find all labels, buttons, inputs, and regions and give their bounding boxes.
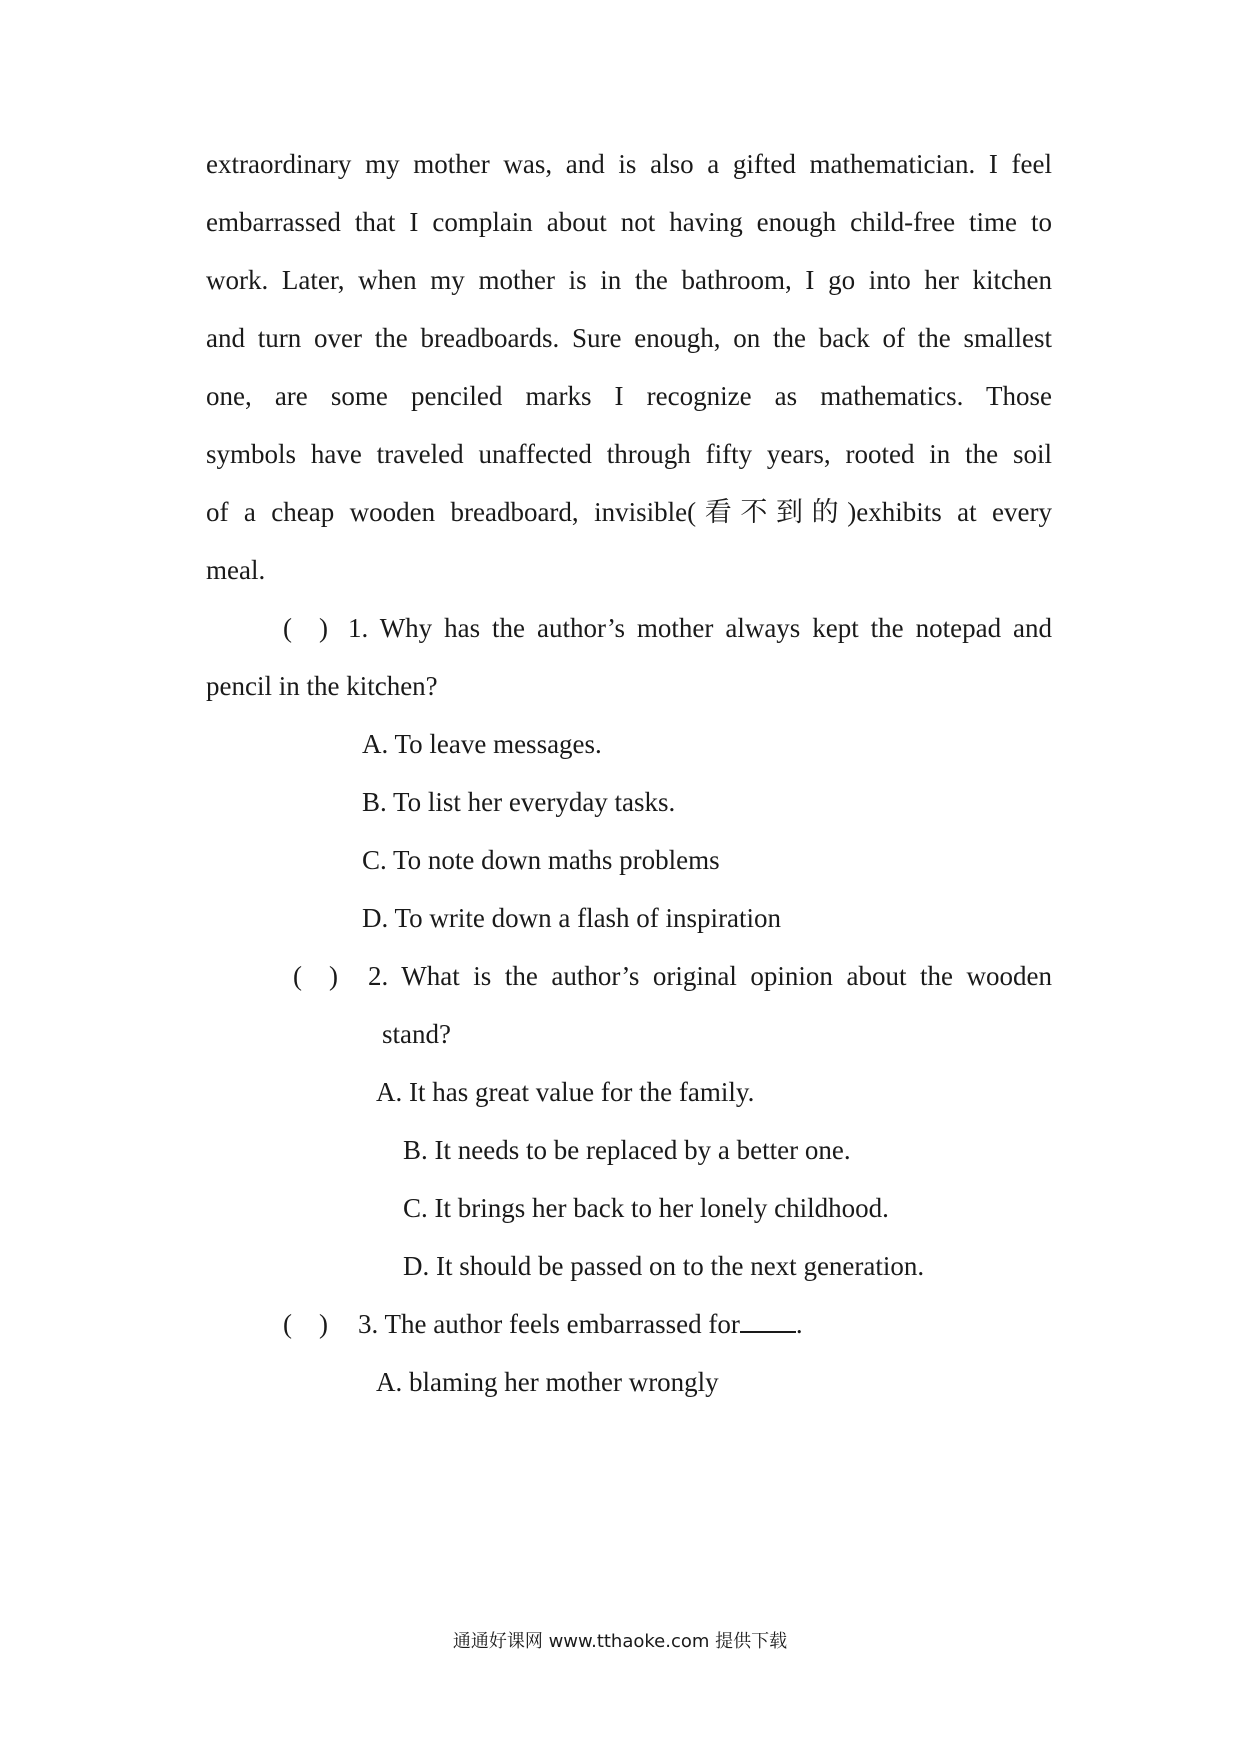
option-c: C. It brings her back to her lonely childhood.	[403, 1193, 889, 1223]
question-stem: 1. Why has the author’s mother always kept the notepad and	[348, 613, 1052, 643]
option-b: B. To list her everyday tasks.	[362, 787, 676, 817]
passage-line: symbols have traveled unaffected through fifty years, rooted in the soil	[206, 439, 1052, 469]
option-d: D. It should be passed on to the next generation.	[403, 1251, 925, 1281]
question-stem: 2. What is the author’s original opinion about the wooden	[368, 961, 1052, 991]
option-b: B. It needs to be replaced by a better one.	[403, 1135, 851, 1165]
passage-line: work. Later, when my mother is in the bathroom, I go into her kitchen	[206, 265, 1052, 295]
page-footer: 通通好课网 www.tthaoke.com 提供下载	[452, 1631, 788, 1652]
passage-line: one, are some penciled marks I recognize as mathematics. Those	[206, 381, 1052, 411]
option-d: D. To write down a flash of inspiration	[362, 903, 782, 933]
question-stem-end: .	[795, 1309, 803, 1339]
option-a: A. It has great value for the family.	[376, 1077, 755, 1107]
option-c: C. To note down maths problems	[362, 845, 720, 875]
passage-line: meal.	[206, 555, 266, 585]
passage-line: and turn over the breadboards. Sure enough, on the back of the smallest	[206, 323, 1052, 353]
passage-line: of a cheap wooden breadboard, invisible(看不到的)exhibits at every	[206, 497, 1052, 527]
passage-line: extraordinary my mother was, and is also a gifted mathematician. I feel	[206, 149, 1052, 179]
answer-bracket[interactable]: ( )	[283, 1309, 328, 1339]
fill-in-blank[interactable]	[740, 1309, 796, 1333]
option-a: A. To leave messages.	[362, 729, 602, 759]
answer-bracket[interactable]: ( )	[293, 961, 338, 991]
passage-line: embarrassed that I complain about not having enough child-free time to	[206, 207, 1052, 237]
question-stem-continued: pencil in the kitchen?	[206, 671, 438, 701]
option-a: A. blaming her mother wrongly	[376, 1367, 719, 1397]
answer-bracket[interactable]: ( )	[283, 613, 328, 643]
question-stem-text: 3. The author feels embarrassed for	[358, 1309, 740, 1339]
question-stem-continued: stand?	[382, 1019, 451, 1049]
question-stem	[358, 1307, 803, 1341]
